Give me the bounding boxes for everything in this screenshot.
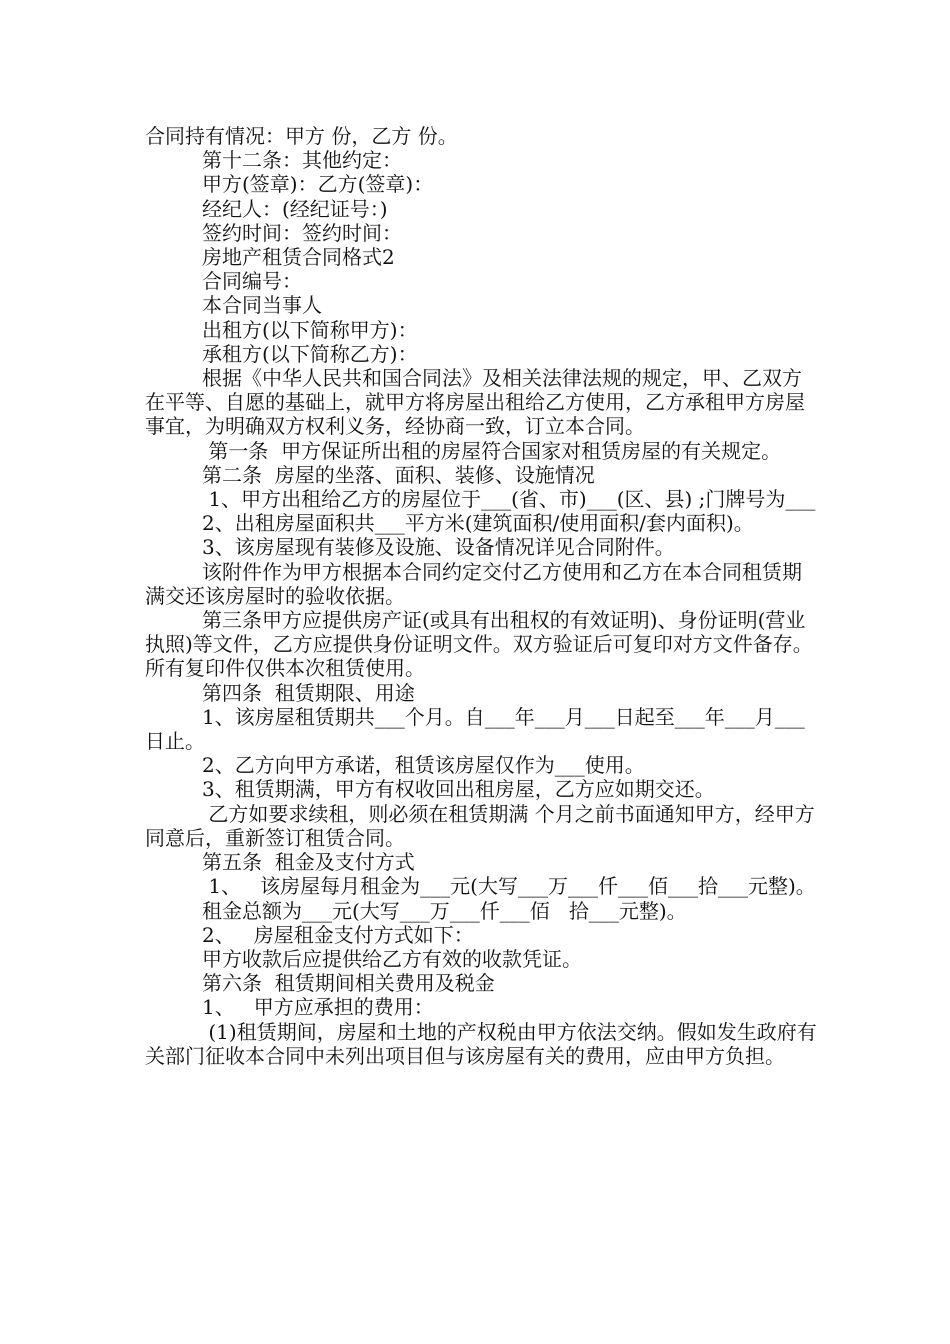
paragraph-article-5-item-1: 1、 该房屋每月租金为___元(大写___万___仟___佰___拾___元整)。 — [202, 874, 816, 899]
paragraph-article-4-item-2: 2、乙方向甲方承诺，租赁该房屋仅作为___使用。 — [202, 753, 645, 778]
paragraph-preamble: 根据《中华人民共和国合同法》及相关法律法规的规定，甲、乙双方在平等、自愿的基础上，就甲方将房屋出租给乙方使用，乙方承租甲方房屋事宜，为明确双方权利义务，经协商一致，订立本合同。 — [145, 366, 805, 439]
paragraph-article-2-item-2: 2、出租房屋面积共___平方米(建筑面积/使用面积/套内面积)。 — [202, 511, 754, 536]
paragraph-article-4-item-1: 1、该房屋租赁期共___个月。自___年___月___日起至___年___月___日止。 — [145, 704, 805, 754]
paragraph-lessor: 出租方(以下简称甲方)： — [202, 317, 418, 342]
paragraph-contract-number: 合同编号： — [202, 269, 302, 294]
paragraph-article-4-item-3: 3、租赁期满，甲方有权收回出租房屋，乙方应如期交还。 — [202, 777, 715, 802]
paragraph-rent-total: 租金总额为___元(大写___万___仟___佰 拾___元整)。 — [202, 898, 687, 923]
paragraph-article-12: 第十二条：其他约定： — [202, 148, 402, 173]
paragraph-article-3: 第三条甲方应提供房产证(或具有出租权的有效证明)、身份证明(营业执照)等文件，乙方应提供身份证明文件。双方验证后可复印对方文件备存。所有复印件仅供本次租赁使用。 — [145, 608, 813, 681]
paragraph-renewal: 乙方如要求续租，则必须在租赁期满 个月之前书面通知甲方，经甲方同意后，重新签订租赁合同。 — [145, 801, 815, 850]
paragraph-article-6: 第六条 租赁期间相关费用及税金 — [202, 971, 495, 996]
paragraph-article-5-item-2: 2、 房屋租金支付方式如下： — [202, 922, 474, 947]
paragraph-signatures: 甲方(签章)：乙方(签章)： — [202, 172, 434, 197]
paragraph-article-2: 第二条 房屋的坐落、面积、装修、设施情况 — [202, 462, 595, 487]
paragraph-agent: 经纪人：(经纪证号：) — [202, 196, 388, 221]
paragraph-article-2-item-1: 1、甲方出租给乙方的房屋位于___(省、市)___(区、县) ;门牌号为___ — [202, 487, 816, 512]
paragraph-article-6-item-1: 1、 甲方应承担的费用： — [202, 995, 434, 1020]
paragraph-article-1: 第一条 甲方保证所出租的房屋符合国家对租赁房屋的有关规定。 — [202, 438, 782, 463]
paragraph-attachment-note: 该附件作为甲方根据本合同约定交付乙方使用和乙方在本合同租赁期满交还该房屋时的验收依据。 — [145, 559, 802, 608]
paragraph-holding: 合同持有情况：甲方 份，乙方 份。 — [145, 124, 458, 148]
paragraph-format-title: 房地产租赁合同格式2 — [202, 245, 395, 270]
document-body — [145, 124, 817, 1068]
paragraph-receipt: 甲方收款后应提供给乙方有效的收款凭证。 — [202, 946, 582, 971]
paragraph-article-2-item-3: 3、该房屋现有装修及设施、设备情况详见合同附件。 — [202, 535, 675, 560]
paragraph-article-4: 第四条 租赁期限、用途 — [202, 680, 415, 705]
paragraph-article-5: 第五条 租金及支付方式 — [202, 850, 415, 875]
paragraph-sign-time: 签约时间：签约时间： — [202, 220, 402, 245]
paragraph-article-6-item-1-1: (1)租赁期间，房屋和土地的产权税由甲方依法交纳。假如发生政府有关部门征收本合同中未列出项目但与该房屋有关的费用，应由甲方负担。 — [145, 1019, 817, 1068]
paragraph-lessee: 承租方(以下简称乙方)： — [202, 341, 418, 366]
paragraph-parties: 本合同当事人 — [202, 293, 322, 318]
